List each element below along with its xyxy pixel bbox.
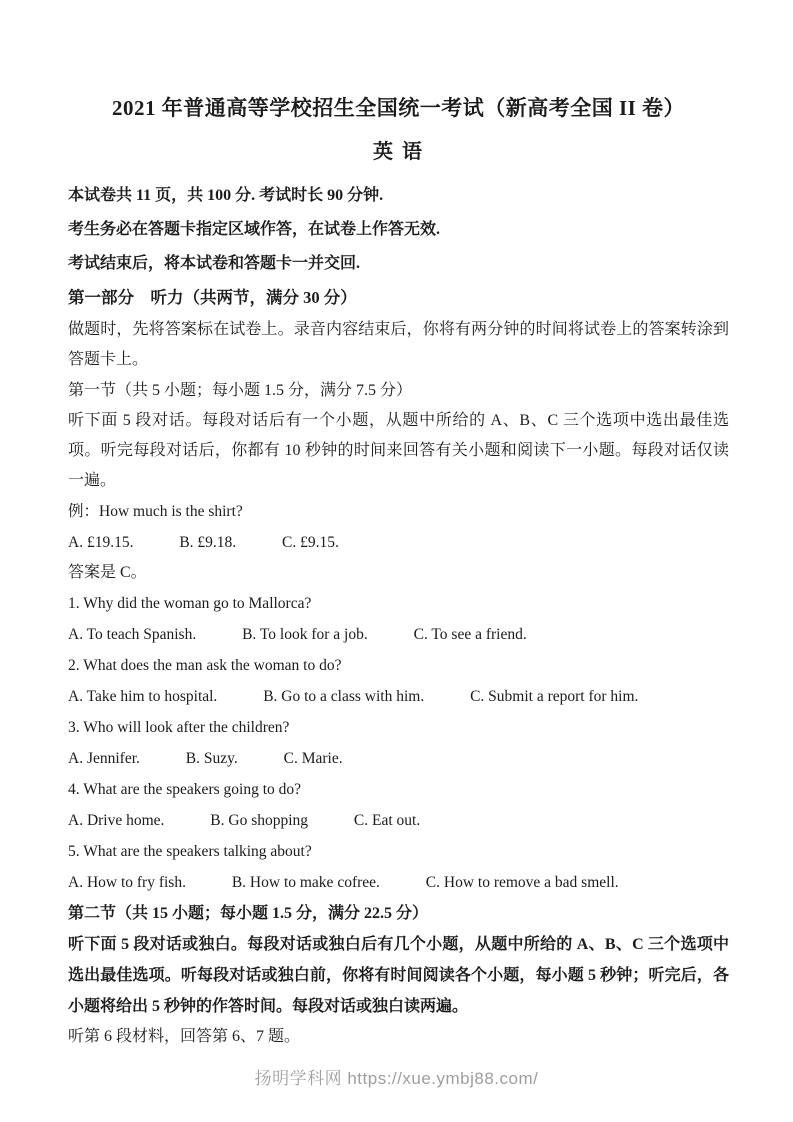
- question-5-text: 5. What are the speakers talking about?: [68, 843, 312, 860]
- section2-heading: 第二节（共 15 小题；每小题 1.5 分，满分 22.5 分）: [68, 905, 429, 922]
- question-3-option-b: B. Suzy.: [185, 750, 238, 767]
- question-2-options: [68, 681, 729, 712]
- part1-instruction: 做题时，先将答案标在试卷上。录音内容结束后，你将有两分钟的时间将试卷上的答案转涂到答题卡上。: [68, 321, 729, 368]
- question-1-option-a: A. To teach Spanish.: [68, 626, 197, 643]
- part1-heading: 第一部分 听力（共两节，满分 30 分）: [68, 288, 357, 307]
- question-4-option-b: B. Go shopping: [210, 812, 309, 829]
- question-2-option-a: A. Take him to hospital.: [68, 688, 218, 705]
- question-5-options: [68, 867, 729, 898]
- question-2-option-c: C. Submit a report for him.: [470, 688, 639, 705]
- section1-instruction: 听下面 5 段对话。每段对话后有一个小题，从题中所给的 A、B、C 三个选项中选出最佳选项。听完每段对话后，你都有 10 秒钟的时间来回答有关小题和阅读下一小题。每段对话仅读一遍。: [68, 412, 729, 489]
- question-4-options: [68, 805, 729, 836]
- subject-title: 英 语: [373, 141, 424, 163]
- exam-body: [68, 179, 729, 1052]
- example-answer: 答案是 C。: [68, 564, 147, 581]
- question-5-option-a: A. How to fry fish.: [68, 874, 186, 891]
- question-1-option-c: C. To see a friend.: [413, 626, 527, 643]
- question-3-text: 3. Who will look after the children?: [68, 719, 290, 736]
- question-2-text: 2. What does the man ask the woman to do?: [68, 657, 342, 674]
- exam-info-line-3: 考试结束后，将本试卷和答题卡一并交回.: [68, 255, 361, 272]
- question-4-option-a: A. Drive home.: [68, 812, 165, 829]
- question-1-text: 1. Why did the woman go to Mallorca?: [68, 595, 312, 612]
- question-3-option-a: A. Jennifer.: [68, 750, 140, 767]
- question-5-option-b: B. How to make cofree.: [231, 874, 380, 891]
- question-1-option-b: B. To look for a job.: [242, 626, 368, 643]
- example-option-b: B. £9.18.: [179, 534, 237, 551]
- question-1-options: [68, 619, 729, 650]
- section2-instruction: 听下面 5 段对话或独白。每段对话或独白后有几个小题，从题中所给的 A、B、C 三个选项中选出最佳选项。听每段对话或独白前，你将有时间阅读各个小题，每小题 5 秒钟；听完后，各小题将给出 5 秒钟的作答时间。每段对话或独白读两遍。: [68, 936, 729, 1015]
- question-2-option-b: B. Go to a class with him.: [263, 688, 425, 705]
- example-option-a: A. £19.15.: [68, 534, 134, 551]
- question-4-option-c: C. Eat out.: [353, 812, 421, 829]
- exam-info-line-2: 考生务必在答题卡指定区域作答，在试卷上作答无效.: [68, 221, 441, 238]
- example-option-c: C. £9.15.: [282, 534, 339, 551]
- question-3-options: [68, 743, 729, 774]
- example-question: 例：How much is the shirt?: [68, 503, 243, 520]
- page-title: 2021 年普通高等学校招生全国统一考试（新高考全国 II 卷）: [111, 96, 686, 120]
- watermark-footer: 扬明学科网 https://xue.ymbj88.com/: [254, 1069, 539, 1088]
- question-3-option-c: C. Marie.: [283, 750, 343, 767]
- exam-info-line-1: 本试卷共 11 页，共 100 分. 考试时长 90 分钟.: [68, 187, 384, 204]
- question-4-text: 4. What are the speakers going to do?: [68, 781, 301, 798]
- example-options: [68, 527, 729, 558]
- question-5-option-c: C. How to remove a bad smell.: [425, 874, 619, 891]
- section1-heading: 第一节（共 5 小题；每小题 1.5 分，满分 7.5 分）: [68, 382, 413, 399]
- section2-material-note: 听第 6 段材料，回答第 6、7 题。: [68, 1028, 301, 1045]
